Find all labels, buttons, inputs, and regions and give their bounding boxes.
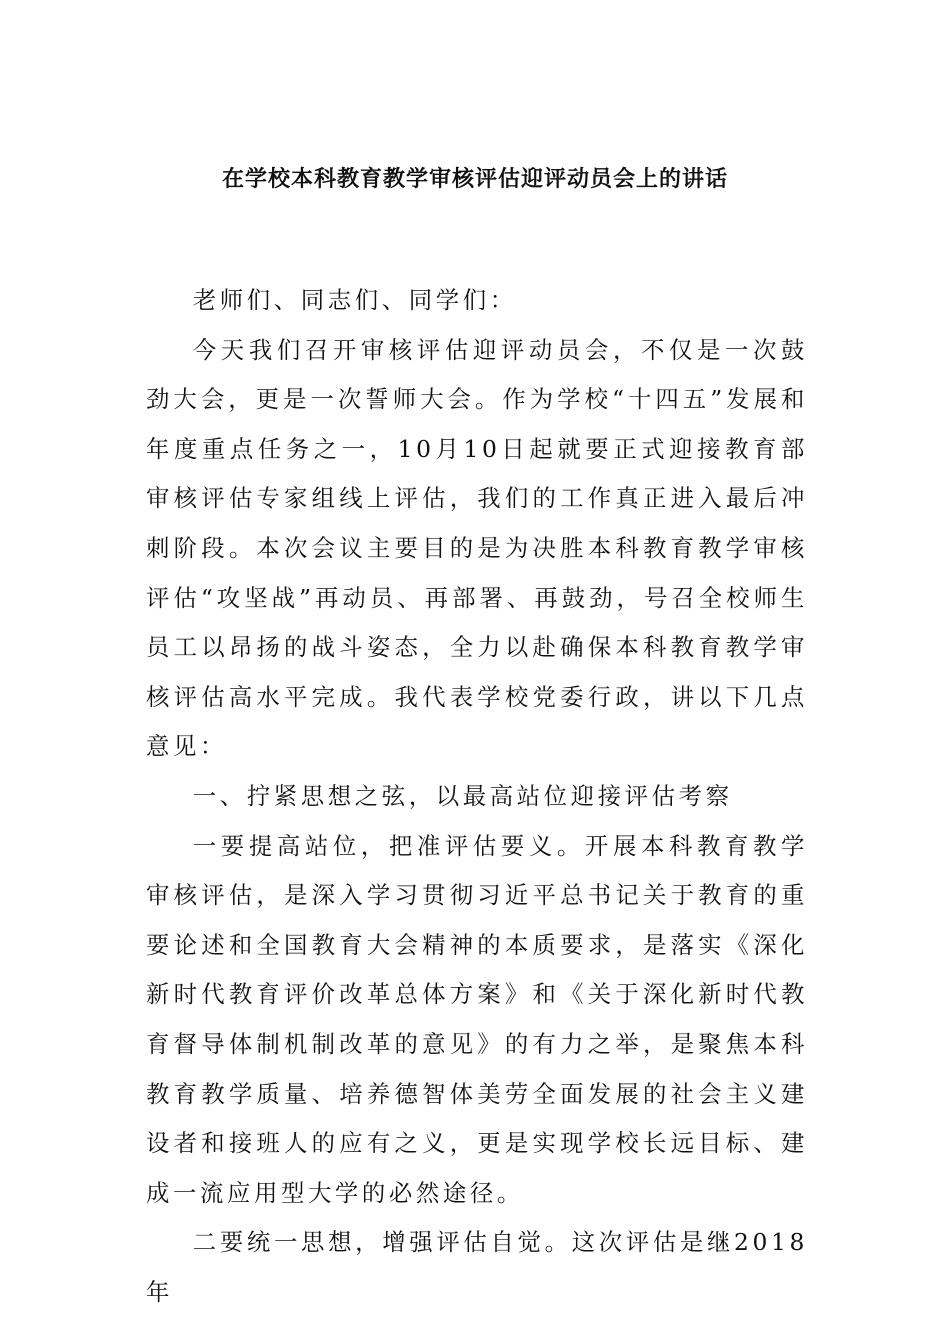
intro-paragraph: 今天我们召开审核评估迎评动员会，不仅是一次鼓劲大会，更是一次誓师大会。作为学校“十四五”发展和年度重点任务之一，10月10日起就要正式迎接教育部审核评估专家组线上评估，我们的工作真正进入最后冲刺阶段。本次会议主要目的是为决胜本科教育教学审核评估“攻坚战”再动员、再部署、再鼓劲，号召全校师生员工以昂扬的战斗姿态，全力以赴确保本科教育教学审核评估高水平完成。我代表学校党委行政，讲以下几点意见：: [146, 335, 808, 761]
body-paragraph: 二要统一思想，增强评估自觉。这次评估是继2018年: [146, 1228, 808, 1306]
body-paragraph: 一要提高站位，把准评估要义。开展本科教育教学审核评估，是深入学习贯彻习近平总书记关于教育的重要论述和全国教育大会精神的本质要求，是落实《深化新时代教育评价改革总体方案》和《关于深化新时代教育督导体制机制改革的意见》的有力之举，是聚焦本科教育教学质量、培养德智体美劳全面发展的社会主义建设者和接班人的应有之义，更是实现学校长远目标、建成一流应用型大学的必然途径。: [146, 831, 808, 1207]
document-body: [146, 276, 808, 1317]
salutation-paragraph: 老师们、同志们、同学们：: [192, 286, 517, 314]
document-title: 在学校本科教育教学审核评估迎评动员会上的讲话: [221, 167, 728, 192]
section-heading-1: 一、拧紧思想之弦，以最高站位迎接评估考察: [192, 781, 733, 810]
